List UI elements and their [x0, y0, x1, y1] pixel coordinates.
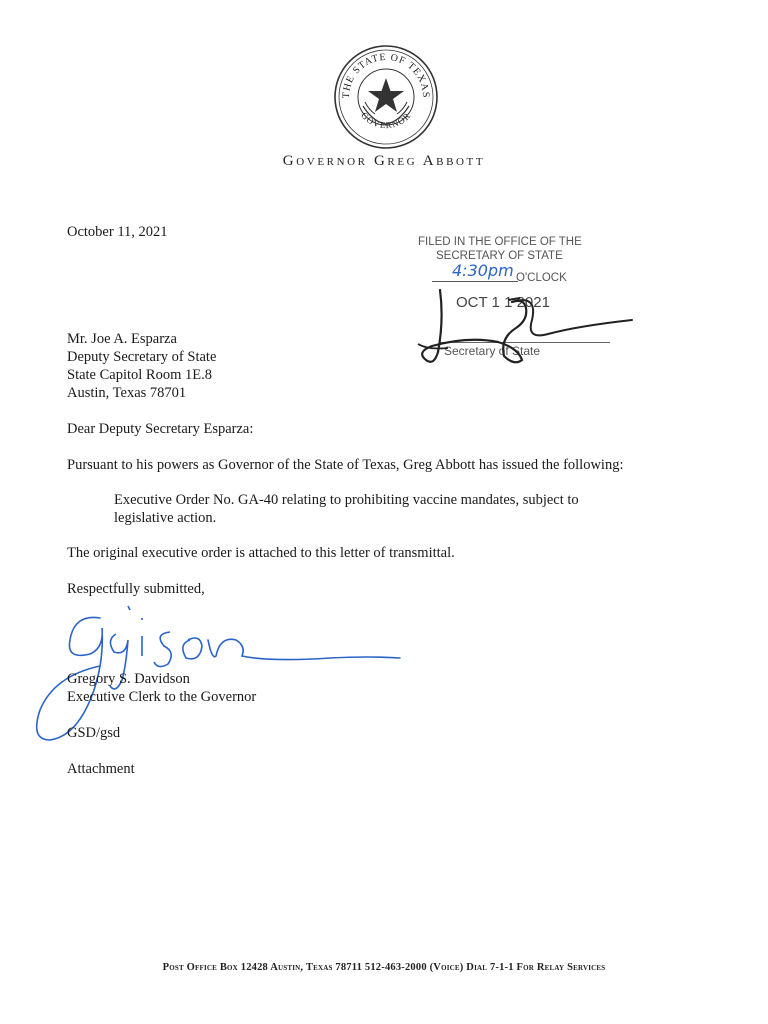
stamp-date: OCT 1 1 2021: [456, 294, 550, 311]
recipient-name: Mr. Joe A. Esparza: [67, 331, 177, 347]
footer-address: Post Office Box 12428 Austin, Texas 78711 512-463-2000 (Voice) Dial 7-1-1 For Relay Services: [162, 962, 606, 973]
recipient-address-1: State Capitol Room 1E.8: [67, 367, 212, 383]
recipient-address-2: Austin, Texas 78701: [67, 385, 187, 401]
letterhead-title: Governor Greg Abbott: [282, 153, 486, 169]
seal-top-text: THE STATE OF TEXAS: [340, 51, 432, 99]
seal-bottom-text: GOVERNOR: [359, 110, 413, 131]
stamp-oclock: O'CLOCK: [516, 272, 567, 284]
initials: GSD/gsd: [67, 725, 121, 741]
star-icon: [368, 78, 404, 112]
recipient-title: Deputy Secretary of State: [67, 349, 217, 365]
letter-date: October 11, 2021: [67, 224, 168, 240]
signer-name: Gregory S. Davidson: [67, 671, 190, 687]
stamp-line-1: FILED IN THE OFFICE OF THE: [418, 236, 582, 248]
texas-governor-seal: [333, 44, 439, 150]
secretary-handwritten-signature: [408, 280, 638, 370]
attachment-note: Attachment: [67, 761, 135, 777]
order-line-1: Executive Order No. GA-40 relating to prohibiting vaccine mandates, subject to: [114, 492, 579, 508]
svg-text:GOVERNOR: [359, 110, 413, 130]
body-paragraph-1: Pursuant to his powers as Governor of the State of Texas, Greg Abbott has issued the following:: [67, 457, 624, 473]
order-line-2: legislative action.: [114, 510, 217, 526]
stamp-handwritten-time: 4:30pm: [452, 261, 514, 280]
closing: Respectfully submitted,: [67, 581, 205, 597]
stamp-signature-line: Secretary of State: [444, 344, 541, 358]
signer-title: Executive Clerk to the Governor: [67, 689, 257, 705]
stamp-line-2: SECRETARY OF STATE: [436, 250, 563, 262]
body-paragraph-2: The original executive order is attached to this letter of transmittal.: [67, 545, 455, 561]
salutation: Dear Deputy Secretary Esparza:: [67, 421, 254, 437]
